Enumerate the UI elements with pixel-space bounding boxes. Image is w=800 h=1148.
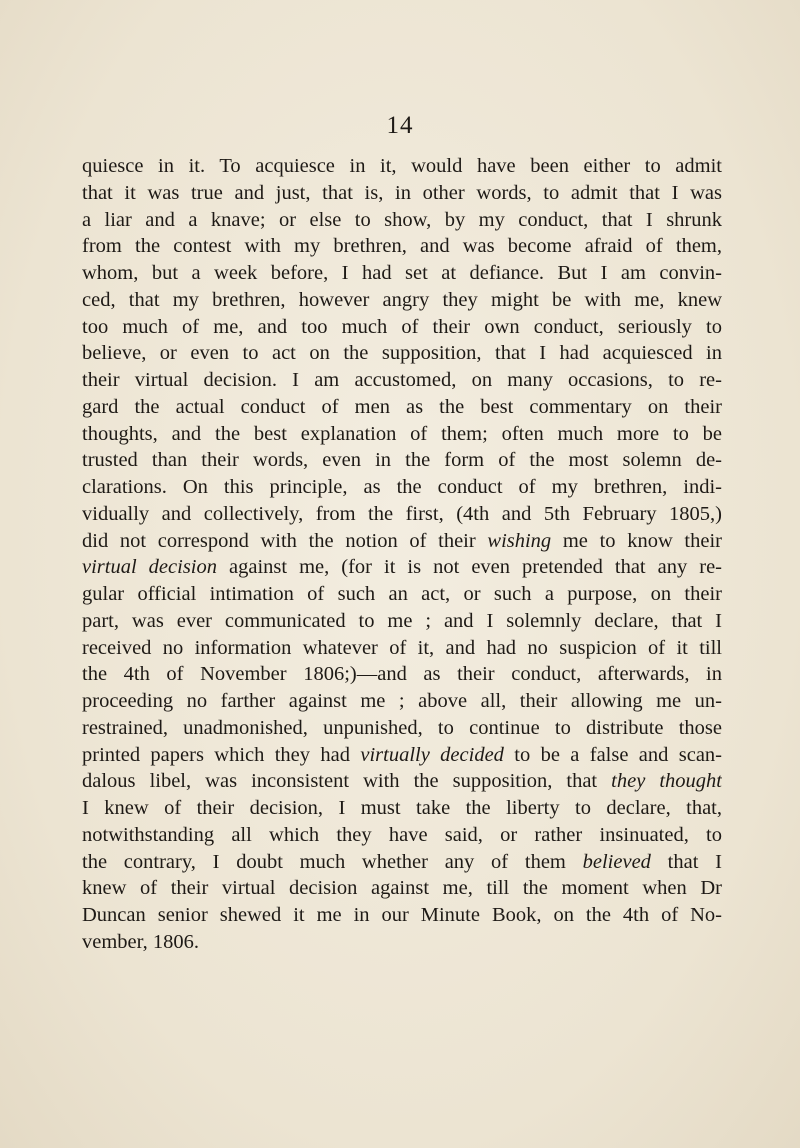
text-line: vidually and collectively, from the first, (4th and 5th February 1805,) (82, 502, 722, 525)
text-line: trusted than their words, even in the form of the most solemn de- (82, 449, 722, 472)
text-line: clarations. On this principle, as the conduct of my brethren, indi- (82, 476, 722, 498)
text-line (82, 528, 722, 555)
text-line: received no information whatever of it, and had no suspicion of it till (82, 636, 722, 659)
text-line (82, 554, 722, 581)
italic-text: virtually decided (360, 743, 504, 766)
text-run: printed papers which they had (82, 743, 361, 766)
text-line: I knew of their decision, I must take the liberty to declare, that, (82, 797, 722, 819)
body-text (82, 153, 722, 956)
text-line (82, 742, 722, 769)
text-line: proceeding no farther against me ; above all, their allowing me un- (82, 690, 722, 712)
page-number: 14 (386, 112, 414, 139)
text-line: gular official intimation of such an act, or such a purpose, on their (82, 583, 722, 605)
text-run: to be a false and scan- (503, 743, 722, 766)
text-run: against me, (for it is not even pretended that any re- (217, 556, 722, 579)
text-run: the contrary, I doubt much whether any of them (82, 850, 583, 873)
text-run: that I (650, 850, 722, 873)
text-line: knew of their virtual decision against me, till the moment when Dr (82, 877, 722, 900)
text-run: me to know their (551, 529, 722, 552)
text-line (82, 849, 722, 876)
text-line: believe, or even to act on the supposition, that I had acquiesced in (82, 342, 722, 365)
text-line (82, 768, 722, 795)
italic-text: virtual decision (82, 556, 217, 579)
text-line: part, was ever communicated to me ; and I solemnly declare, that I (82, 609, 722, 632)
text-line: whom, but a week before, I had set at defiance. But I am convin- (82, 262, 722, 284)
text-line: ced, that my brethren, however angry they might be with me, knew (82, 288, 722, 311)
text-line: Duncan senior shewed it me in our Minute Book, on the 4th of No- (82, 904, 722, 926)
text-line: that it was true and just, that is, in other words, to admit that I was (82, 181, 722, 204)
text-line: notwithstanding all which they have said, or rather insinuated, to (82, 823, 722, 846)
text-line: vember, 1806. (82, 930, 200, 953)
text-line: quiesce in it. To acquiesce in it, would have been either to admit (82, 155, 722, 177)
italic-text: wishing (487, 529, 552, 552)
text-line: gard the actual conduct of men as the best commentary on their (82, 395, 722, 418)
text-line: restrained, unadmonished, unpunished, to continue to distribute those (82, 716, 722, 739)
text-line: their virtual decision. I am accustomed, on many occasions, to re- (82, 369, 722, 391)
text-line: thoughts, and the best explanation of them; often much more to be (82, 422, 722, 445)
text-line: too much of me, and too much of their own conduct, seriously to (82, 315, 722, 338)
text-run: did not correspond with the notion of their (82, 529, 488, 552)
text-run: dalous libel, was inconsistent with the supposition, that (82, 770, 612, 793)
text-line: from the contest with my brethren, and was become afraid of them, (82, 235, 722, 258)
italic-text: they thought (611, 770, 722, 793)
italic-text: believed (582, 850, 651, 873)
text-line: a liar and a knave; or else to show, by my conduct, that I shrunk (82, 208, 722, 231)
text-line: the 4th of November 1806;)—and as their conduct, afterwards, in (82, 663, 722, 686)
